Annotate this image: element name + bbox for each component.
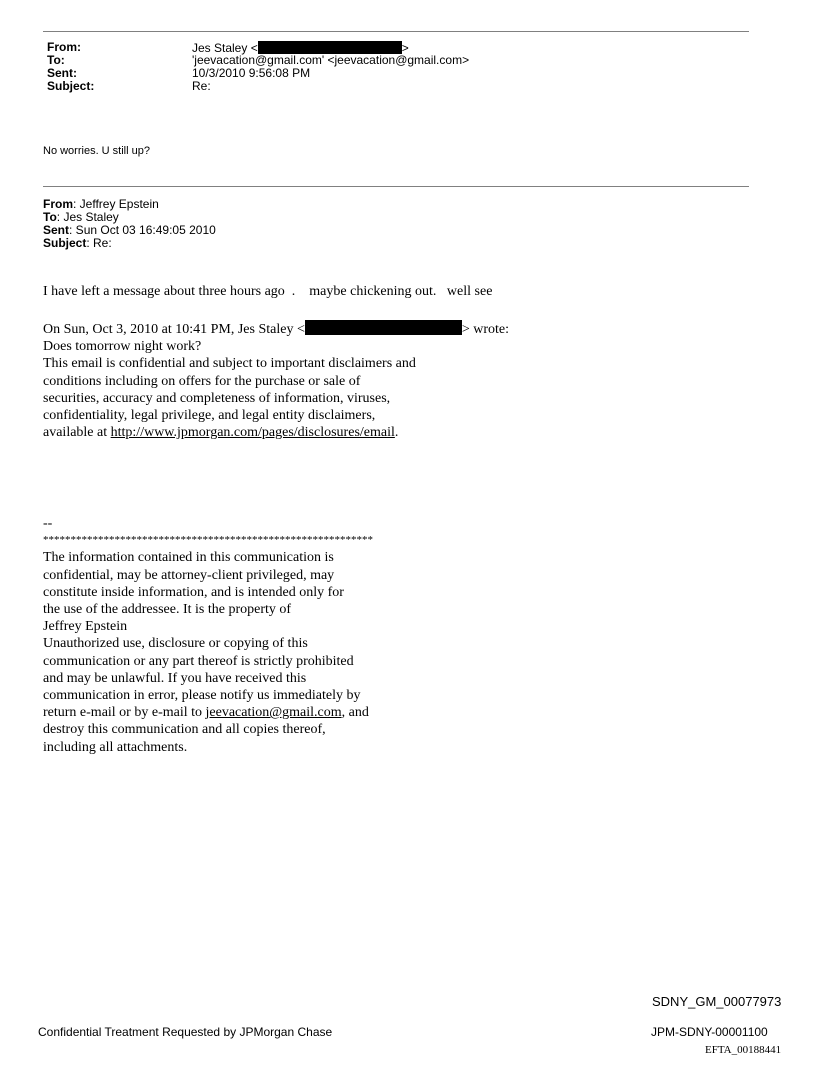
quoted-subject xyxy=(43,237,216,250)
quoted-header xyxy=(43,198,216,250)
quoted-from-value: : Jeffrey Epstein xyxy=(73,197,159,211)
quoted-to-label: To xyxy=(43,210,57,224)
disclaimer-line: securities, accuracy and completeness of information, viruses, xyxy=(43,390,391,406)
notice-line: Unauthorized use, disclosure or copying of this xyxy=(43,636,308,652)
disclosure-line xyxy=(43,424,509,441)
return-prefix: return e-mail or by e-mail to xyxy=(43,705,206,721)
signature-dashes: -- xyxy=(43,516,53,531)
message-line: I have left a message about three hours ago . maybe chickening out. well see xyxy=(43,284,493,299)
quote-divider xyxy=(43,186,749,187)
return-email-link[interactable]: jeevacation@gmail.com xyxy=(205,705,342,721)
sent-label: Sent: xyxy=(47,66,77,80)
redaction-bar xyxy=(305,320,462,335)
question-line: Does tomorrow night work? xyxy=(43,339,202,355)
bates-jpm: JPM-SDNY-00001100 xyxy=(651,1025,768,1039)
return-email-line xyxy=(43,704,373,721)
notice-line: communication or any part thereof is strictly prohibited xyxy=(43,653,354,669)
disclaimer-line: This email is confidential and subject to important disclaimers and xyxy=(43,356,416,372)
notice-line: including all attachments. xyxy=(43,739,188,755)
notice-line: confidential, may be attorney-client privileged, may xyxy=(43,567,335,583)
top-divider xyxy=(43,31,749,32)
notice-line: destroy this communication and all copies thereof, xyxy=(43,722,326,738)
notice-line: constitute inside information, and is intended only for xyxy=(43,584,344,600)
notice-line: Jeffrey Epstein xyxy=(43,619,128,635)
notice-line: The information contained in this communication is xyxy=(43,550,334,566)
from-name: Jes Staley < xyxy=(192,41,258,55)
subject-value: Re: xyxy=(192,79,211,93)
disclosure-link[interactable]: http://www.jpmorgan.com/pages/disclosures/email xyxy=(110,425,395,441)
subject-label: Subject: xyxy=(47,79,95,93)
from-label: From: xyxy=(47,40,81,54)
attribution-start: On Sun, Oct 3, 2010 at 10:41 PM, Jes Staley < xyxy=(43,322,305,337)
confidential-notice: Confidential Treatment Requested by JPMorgan Chase xyxy=(38,1025,333,1039)
to-value: 'jeevacation@gmail.com' <jeevacation@gmail.com> xyxy=(192,53,470,67)
quoted-sent-value: : Sun Oct 03 16:49:05 2010 xyxy=(69,223,216,237)
signature-stars: ************************************************************ xyxy=(43,534,373,547)
bates-efta: EFTA_00188441 xyxy=(705,1044,782,1056)
disclaimer-line: conditions including on offers for the purchase or sale of xyxy=(43,373,361,389)
quoted-subject-label: Subject xyxy=(43,236,87,250)
signature-block xyxy=(43,515,373,756)
available-prefix: available at xyxy=(43,425,111,441)
quoted-subject-value: : Re: xyxy=(86,236,112,250)
from-close: > xyxy=(401,41,409,55)
disclaimer-line: confidentiality, legal privilege, and legal entity disclaimers, xyxy=(43,408,376,424)
attribution-line xyxy=(43,320,509,338)
available-suffix: . xyxy=(394,425,399,441)
notice-line: and may be unlawful. If you have received this xyxy=(43,670,307,686)
bates-sdny: SDNY_GM_00077973 xyxy=(652,994,782,1009)
return-suffix: , and xyxy=(341,705,369,721)
attribution-end: > wrote: xyxy=(461,322,510,337)
quoted-block xyxy=(43,320,509,441)
quoted-to-value: : Jes Staley xyxy=(56,210,119,224)
quoted-from-label: From xyxy=(43,197,73,211)
sent-value: 10/3/2010 9:56:08 PM xyxy=(192,66,311,80)
reply-text: No worries. U still up? xyxy=(43,145,150,157)
to-label: To: xyxy=(47,53,65,67)
quoted-sent-label: Sent xyxy=(43,223,70,237)
notice-line: communication in error, please notify us immediately by xyxy=(43,688,361,704)
notice-line: the use of the addressee. It is the property of xyxy=(43,602,292,618)
